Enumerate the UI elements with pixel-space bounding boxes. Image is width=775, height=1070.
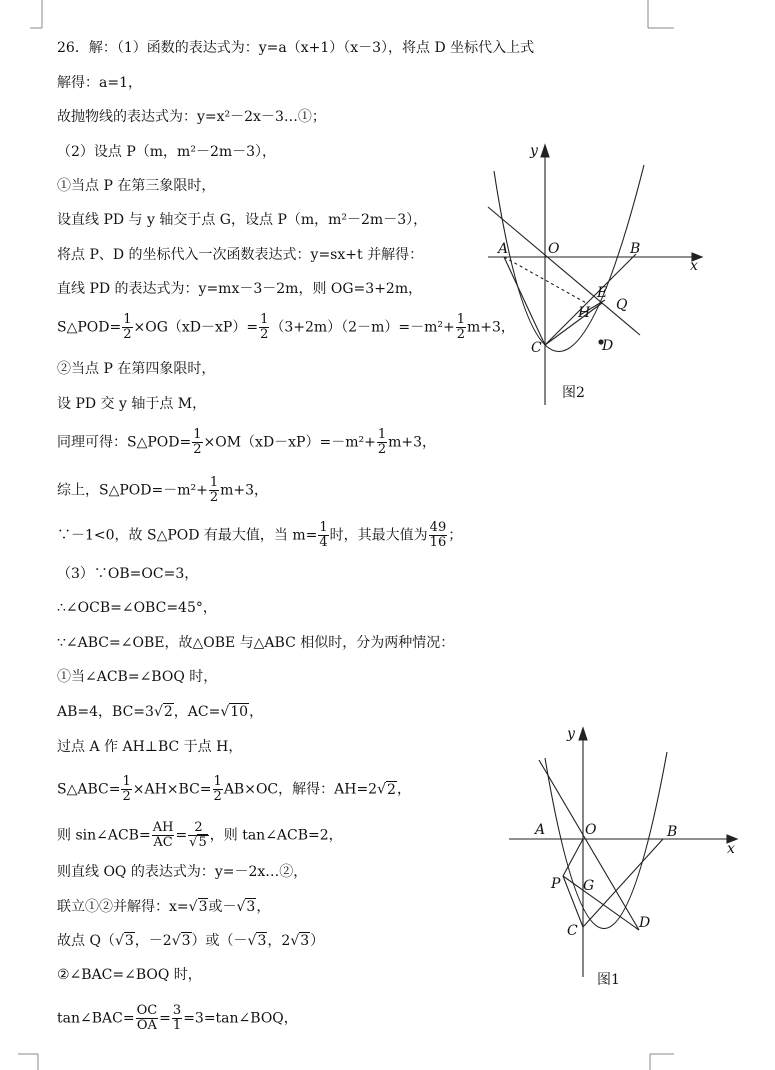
fraction: $\frac{1}{2}$ — [209, 475, 219, 505]
figure-1-caption: 图1 — [597, 972, 620, 988]
label-p: P — [551, 876, 561, 892]
formula-sin-tan: 则 sin∠ACB= $\frac{AH}{AC}$ = $\frac{2}{√5}$ ，则 tan∠ACB=2， — [57, 820, 343, 850]
corner-mark-bottom-right — [646, 1052, 676, 1070]
solution-line: ①当∠ACB=∠BOQ 时， — [57, 669, 218, 685]
figure-1-diagram — [505, 722, 745, 992]
fraction: $\frac{AH}{AC}$ — [152, 820, 174, 850]
solution-line: ∵∠ABC=∠OBE，故△OBE 与△ABC 相似时，分为两种情况： — [57, 635, 455, 651]
label-a: A — [535, 822, 546, 838]
line-cb — [583, 839, 663, 927]
formula-s-abc: S△ABC= $\frac{1}{2}$ ×AH×BC= $\frac{1}{2}$ AB×OC，解得：AH=2√2， — [57, 774, 411, 804]
label-o: O — [548, 241, 560, 257]
fraction: $\frac{1}{2}$ — [122, 774, 131, 804]
label-h: H — [578, 305, 591, 321]
solution-line: 故抛物线的表达式为：y=x²－2x－3…①； — [57, 109, 326, 125]
label-y: y — [567, 726, 575, 742]
label-c: C — [531, 340, 542, 356]
formula-s-pod-third: S△POD= $\frac{1}{2}$ ×OG（xD－xP）= $\frac{1}{2}$ （3+2m）（2－m）=－m²+ $\frac{1}{2}$ m+3， — [57, 312, 515, 342]
label-o: O — [585, 822, 597, 838]
label-g: G — [583, 878, 595, 894]
figure-2-diagram — [480, 135, 710, 405]
line-cd — [545, 303, 602, 345]
line-ad — [504, 257, 545, 345]
solution-line: ①当点 P 在第三象限时， — [57, 178, 216, 194]
formula-q-points: 故点 Q（√3，－2√3）或（－√3，2√3） — [57, 933, 325, 949]
formula-solve-x: 联立①②并解得：x=√3或－√3， — [57, 899, 271, 915]
label-b: B — [667, 824, 678, 840]
solution-line: （3）∵OB=OC=3， — [57, 566, 199, 582]
corner-mark-bottom-left — [18, 1052, 42, 1070]
solution-line: 直线 PD 的表达式为：y=mx－3－2m，则 OG=3+2m， — [57, 281, 423, 297]
label-q: Q — [616, 297, 628, 313]
y-axis-arrow — [541, 145, 549, 157]
solution-line: 设直线 PD 与 y 轴交于点 G，设点 P（m，m²－2m－3）， — [57, 212, 428, 228]
solution-line: ②∠BAC=∠BOQ 时， — [57, 967, 202, 983]
solution-line: ∴∠OCB=∠OBC=45°， — [57, 600, 217, 616]
solution-line: （2）设点 P（m，m²－2m－3）， — [57, 144, 277, 160]
label-d: D — [602, 338, 614, 354]
line-od — [539, 760, 639, 930]
fraction: $\frac{49}{16}$ — [429, 520, 447, 550]
label-b: B — [630, 241, 641, 257]
y-axis-arrow — [579, 728, 587, 740]
label-y: y — [530, 143, 538, 159]
solution-line: 则直线 OQ 的表达式为：y=－2x…②， — [57, 864, 308, 880]
formula-tan-bac: tan∠BAC= $\frac{OC}{OA}$ = $\frac{3}{1}$ =3=tan∠BOQ， — [57, 1003, 298, 1033]
fraction: $\frac{2}{√5}$ — [189, 820, 207, 850]
solution-line: ②当点 P 在第四象限时， — [57, 361, 216, 377]
fraction: $\frac{1}{2}$ — [456, 312, 465, 342]
corner-mark-top-right — [646, 0, 676, 30]
fraction: $\frac{OC}{OA}$ — [136, 1003, 158, 1033]
label-x: x — [690, 258, 698, 274]
solution-line: 设 PD 交 y 轴于点 M， — [57, 396, 207, 412]
label-d: D — [639, 915, 651, 931]
formula-ab-bc-ac: AB=4，BC=3√2，AC=√10， — [57, 704, 264, 720]
fraction: $\frac{1}{2}$ — [260, 312, 269, 342]
formula-s-pod-fourth: 同理可得：S△POD= $\frac{1}{2}$ ×OM（xD－xP）=－m²+ $\frac{1}{2}$ m+3， — [57, 427, 437, 457]
formula-max-value: ∵－1<0，故 S△POD 有最大值，当 m= $\frac{1}{4}$ 时，其最大值为 $\frac{49}{16}$ ； — [57, 520, 463, 550]
figure-2-caption: 图2 — [562, 385, 585, 401]
solution-line: 将点 P、D 的坐标代入一次函数表达式：y=sx+t 并解得： — [57, 247, 424, 263]
parabola — [494, 165, 644, 352]
label-x: x — [727, 841, 735, 857]
fraction: $\frac{1}{2}$ — [193, 427, 202, 457]
fraction: $\frac{1}{4}$ — [319, 520, 328, 550]
formula-summary: 综上，S△POD=－m²+ $\frac{1}{2}$ m+3， — [57, 475, 269, 505]
solution-line: 解得：a=1， — [57, 75, 142, 91]
label-e: E — [597, 285, 608, 301]
fraction: $\frac{3}{1}$ — [172, 1003, 182, 1033]
corner-mark-top-left — [30, 0, 44, 30]
fraction: $\frac{1}{2}$ — [123, 312, 132, 342]
fraction: $\frac{1}{2}$ — [377, 427, 387, 457]
fraction: $\frac{1}{2}$ — [213, 774, 222, 804]
solution-line: 26．解：（1）函数的表达式为：y=a（x+1）（x－3），将点 D 坐标代入上式 — [57, 40, 535, 56]
solution-line: 过点 A 作 AH⊥BC 于点 H， — [57, 739, 243, 755]
label-a: A — [498, 241, 509, 257]
label-c: C — [567, 923, 578, 939]
